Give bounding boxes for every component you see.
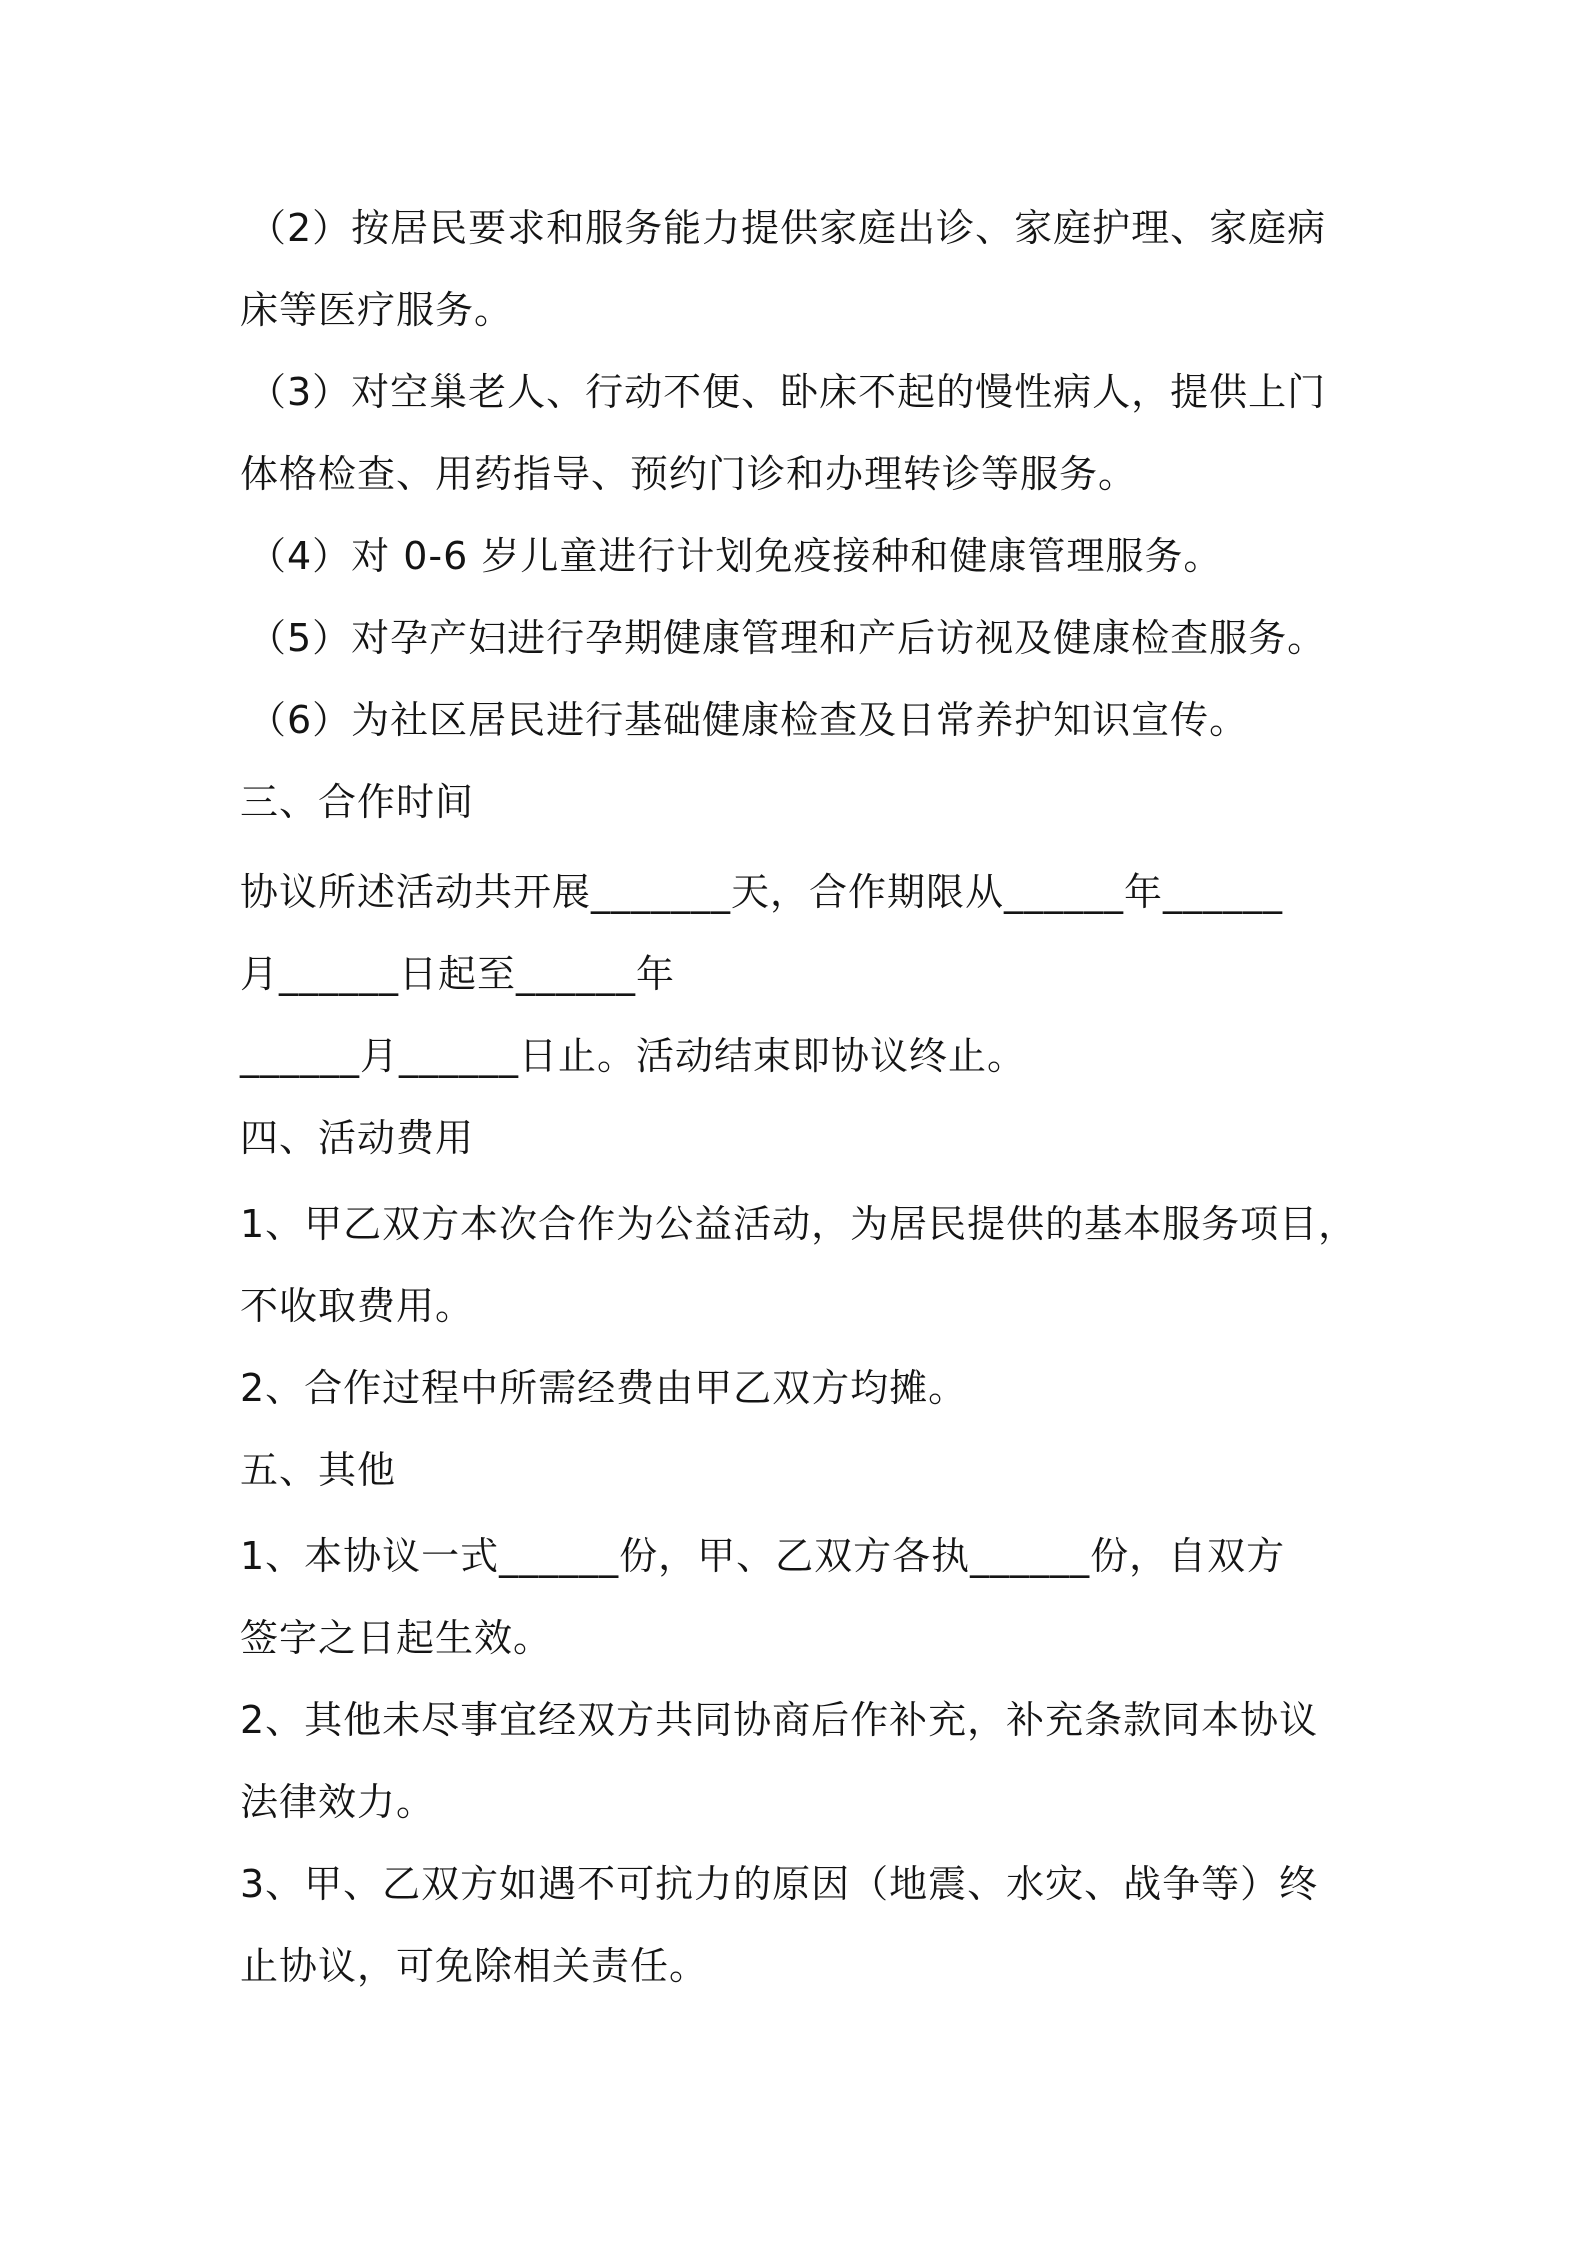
section-heading-cooperation-time: 三、合作时间 bbox=[240, 780, 475, 824]
section-heading-activity-fees: 四、活动费用 bbox=[240, 1116, 475, 1160]
service-item-6: （6）为社区居民进行基础健康检查及日常养护知识宣传。 bbox=[248, 698, 1249, 742]
fees-item-1-line-2: 不收取费用。 bbox=[240, 1284, 475, 1328]
service-item-5: （5）对孕产妇进行孕期健康管理和产后访视及健康检查服务。 bbox=[248, 616, 1327, 660]
service-item-3-line-2: 体格检查、用药指导、预约门诊和办理转诊等服务。 bbox=[240, 452, 1138, 496]
fees-item-1-line-1: 1、甲乙双方本次合作为公益活动，为居民提供的基本服务项目， bbox=[240, 1202, 1358, 1246]
service-item-2-line-1: （2）按居民要求和服务能力提供家庭出诊、家庭护理、家庭病 bbox=[248, 206, 1327, 250]
service-item-2-line-2: 床等医疗服务。 bbox=[240, 288, 514, 332]
cooperation-time-line-1: 协议所述活动共开展_______天，合作期限从______年______ bbox=[240, 870, 1284, 914]
service-item-3-line-1: （3）对空巢老人、行动不便、卧床不起的慢性病人，提供上门 bbox=[248, 370, 1327, 414]
service-item-4: （4）对 0-6 岁儿童进行计划免疫接种和健康管理服务。 bbox=[248, 534, 1223, 578]
other-item-2-line-1: 2、其他未尽事宜经双方共同协商后作补充，补充条款同本协议 bbox=[240, 1698, 1319, 1742]
other-item-1-line-2: 签字之日起生效。 bbox=[240, 1616, 553, 1660]
other-item-3-line-2: 止协议，可免除相关责任。 bbox=[240, 1944, 709, 1988]
section-heading-other: 五、其他 bbox=[240, 1448, 397, 1492]
cooperation-time-line-2: 月______日起至______年 bbox=[240, 952, 676, 996]
other-item-1-line-1: 1、本协议一式______份，甲、乙双方各执______份，自双方 bbox=[240, 1534, 1286, 1578]
fees-item-2: 2、合作过程中所需经费由甲乙双方均摊。 bbox=[240, 1366, 968, 1410]
other-item-3-line-1: 3、甲、乙双方如遇不可抗力的原因（地震、水灾、战争等）终 bbox=[240, 1862, 1319, 1906]
cooperation-time-line-3: ______月______日止。活动结束即协议终止。 bbox=[240, 1034, 1027, 1078]
other-item-2-line-2: 法律效力。 bbox=[240, 1780, 436, 1824]
